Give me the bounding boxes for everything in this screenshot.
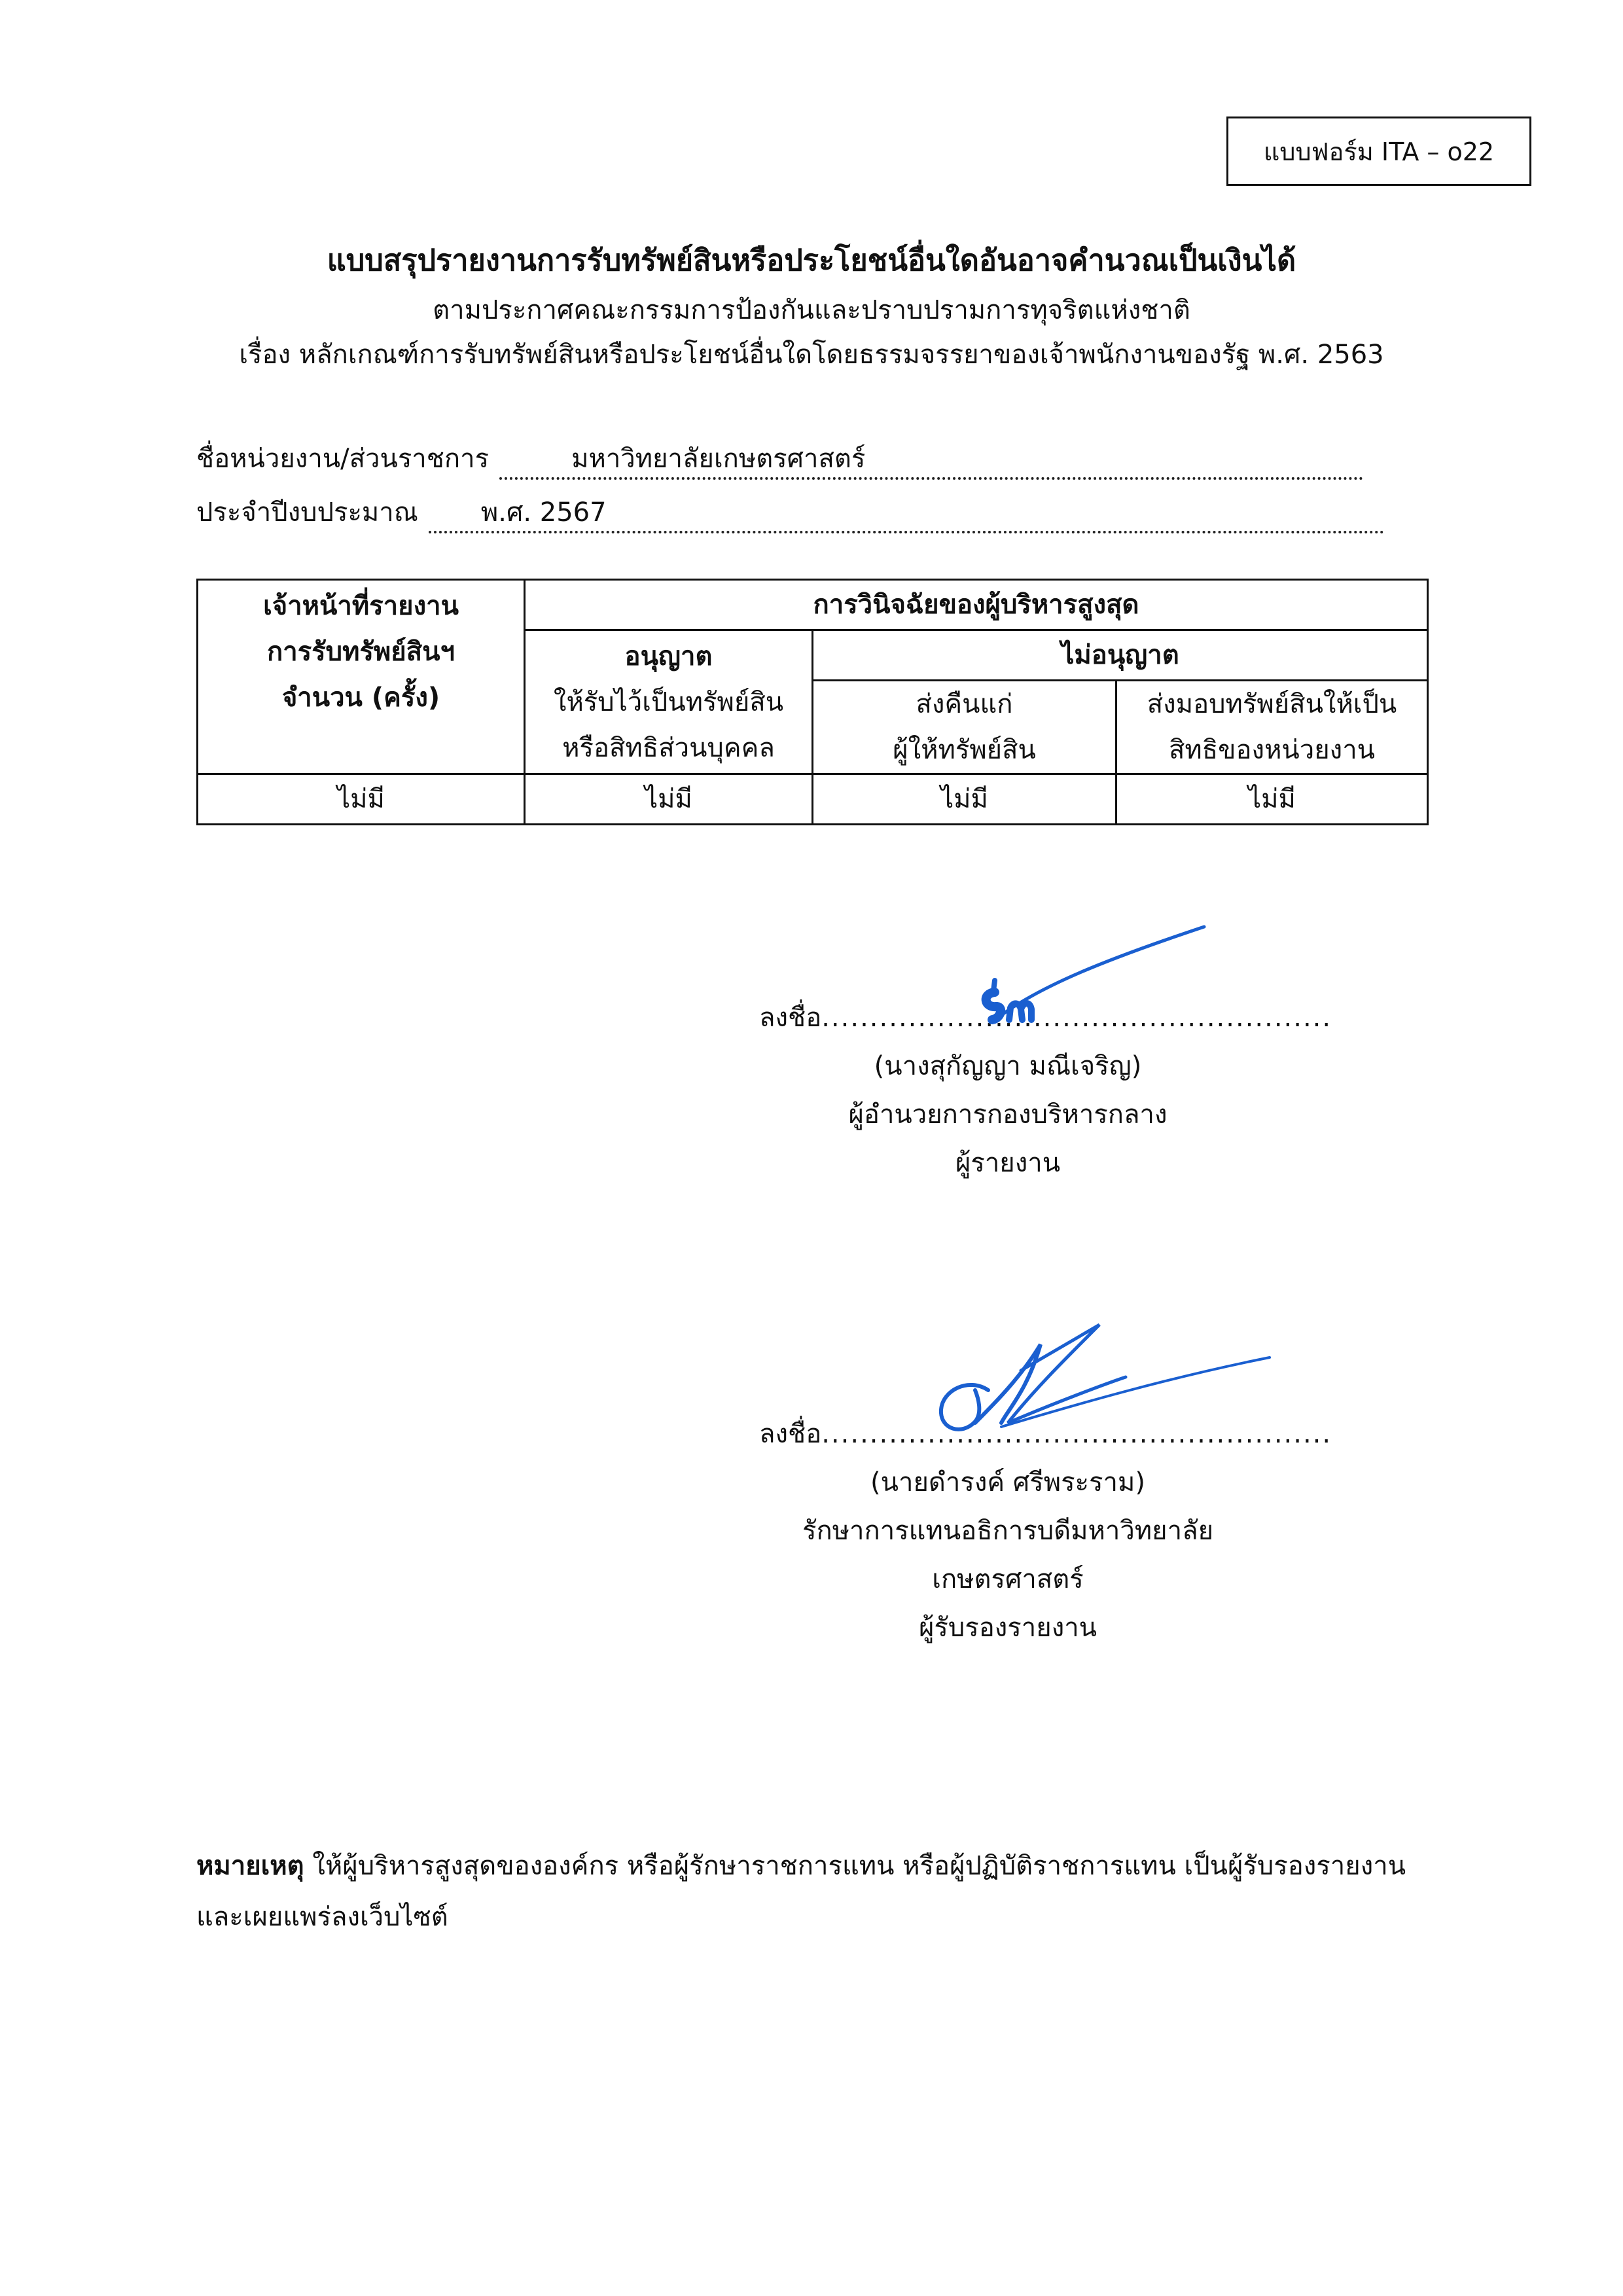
reporter-sign-label: ลงชื่อ (759, 1003, 822, 1033)
reporter-count-header (198, 580, 525, 774)
table-cell-allow: ไม่มี (525, 774, 813, 825)
table-row (198, 774, 1428, 825)
summary-table (196, 579, 1429, 825)
reporter-role: ผู้รายงาน (955, 1148, 1061, 1178)
reporter-sign-line: ลงชื่อ..................................................... (759, 994, 1257, 1042)
agency-field (196, 437, 1363, 480)
allow-desc-line-2: หรือสิทธิส่วนบุคคล (562, 733, 775, 763)
reporter-signature-image (936, 920, 1211, 1031)
footnote (196, 1840, 1433, 1943)
handover-line-2: สิทธิของหน่วยงาน (1168, 735, 1376, 765)
return-line-2: ผู้ให้ทรัพย์สิน (893, 735, 1036, 765)
handover-line-1: ส่งมอบทรัพย์สินให้เป็น (1147, 689, 1397, 719)
agency-value: มหาวิทยาลัยเกษตรศาสตร์ (499, 440, 1363, 480)
return-to-giver-header (813, 681, 1116, 774)
reporter-header-line-3: จำนวน (ครั้ง) (281, 683, 440, 713)
form-code: แบบฟอร์ม ITA – o22 (1263, 137, 1495, 166)
certifier-signature-block (759, 1410, 1332, 1652)
fiscal-year-label: ประจำปีงบประมาณ (196, 497, 418, 528)
disallow-header: ไม่อนุญาต (813, 630, 1428, 681)
reporter-signature-block (759, 994, 1332, 1187)
fiscal-year-value: พ.ศ. 2567 (429, 494, 1384, 533)
fiscal-year-field (196, 491, 1384, 533)
certifier-sign-label: ลงชื่อ (759, 1419, 822, 1449)
certifier-role: ผู้รับรองรายงาน (918, 1613, 1097, 1643)
allow-header-cell (525, 630, 813, 774)
reporter-position: ผู้อำนวยการกองบริหารกลาง (848, 1100, 1168, 1130)
document-subtitle-2: เรื่อง หลักเกณฑ์การรับทรัพย์สินหรือประโยชน์อื่นใดโดยธรรมจรรยาของเจ้าพนักงานของรัฐ พ.ศ. 2563 (239, 340, 1384, 370)
table-cell-count: ไม่มี (198, 774, 525, 825)
title-block (0, 233, 1623, 377)
footnote-label: หมายเหตุ (196, 1851, 304, 1881)
agency-label: ชื่อหน่วยงาน/ส่วนราชการ (196, 444, 490, 474)
footnote-text: ให้ผู้บริหารสูงสุดขององค์กร หรือผู้รักษาราชการแทน หรือผู้ปฏิบัติราชการแทน เป็นผู้รับรองรายงานและเผยแพร่ลงเว็บไซต์ (196, 1851, 1406, 1932)
form-code-box (1226, 117, 1531, 186)
reporter-header-line-1: เจ้าหน้าที่รายงาน (263, 591, 459, 621)
table-cell-return: ไม่มี (813, 774, 1116, 825)
certifier-signature-image (910, 1312, 1276, 1443)
reporter-header-line-2: การรับทรัพย์สินฯ (267, 637, 455, 667)
allow-header: อนุญาต (624, 641, 713, 672)
return-line-1: ส่งคืนแก่ (916, 689, 1013, 719)
certifier-position: รักษาการแทนอธิการบดีมหาวิทยาลัยเกษตรศาสตร์ (802, 1516, 1214, 1594)
certifier-name: (นายดำรงค์ ศรีพระราม) (870, 1467, 1145, 1498)
document-subtitle-1: ตามประกาศคณะกรรมการป้องกันและปราบปรามการทุจริตแห่งชาติ (433, 295, 1190, 325)
handover-to-agency-header (1116, 681, 1428, 774)
allow-desc-line-1: ให้รับไว้เป็นทรัพย์สิน (553, 687, 784, 717)
decision-header: การวินิจฉัยของผู้บริหารสูงสุด (525, 580, 1428, 630)
table-header-row-1 (198, 580, 1428, 630)
reporter-name: (นางสุกัญญา มณีเจริญ) (874, 1051, 1142, 1081)
table-cell-handover: ไม่มี (1116, 774, 1428, 825)
document-title: แบบสรุปรายงานการรับทรัพย์สินหรือประโยชน์อื่นใดอันอาจคำนวณเป็นเงินได้ (327, 243, 1296, 278)
certifier-sign-line: ลงชื่อ..................................................... (759, 1410, 1257, 1458)
